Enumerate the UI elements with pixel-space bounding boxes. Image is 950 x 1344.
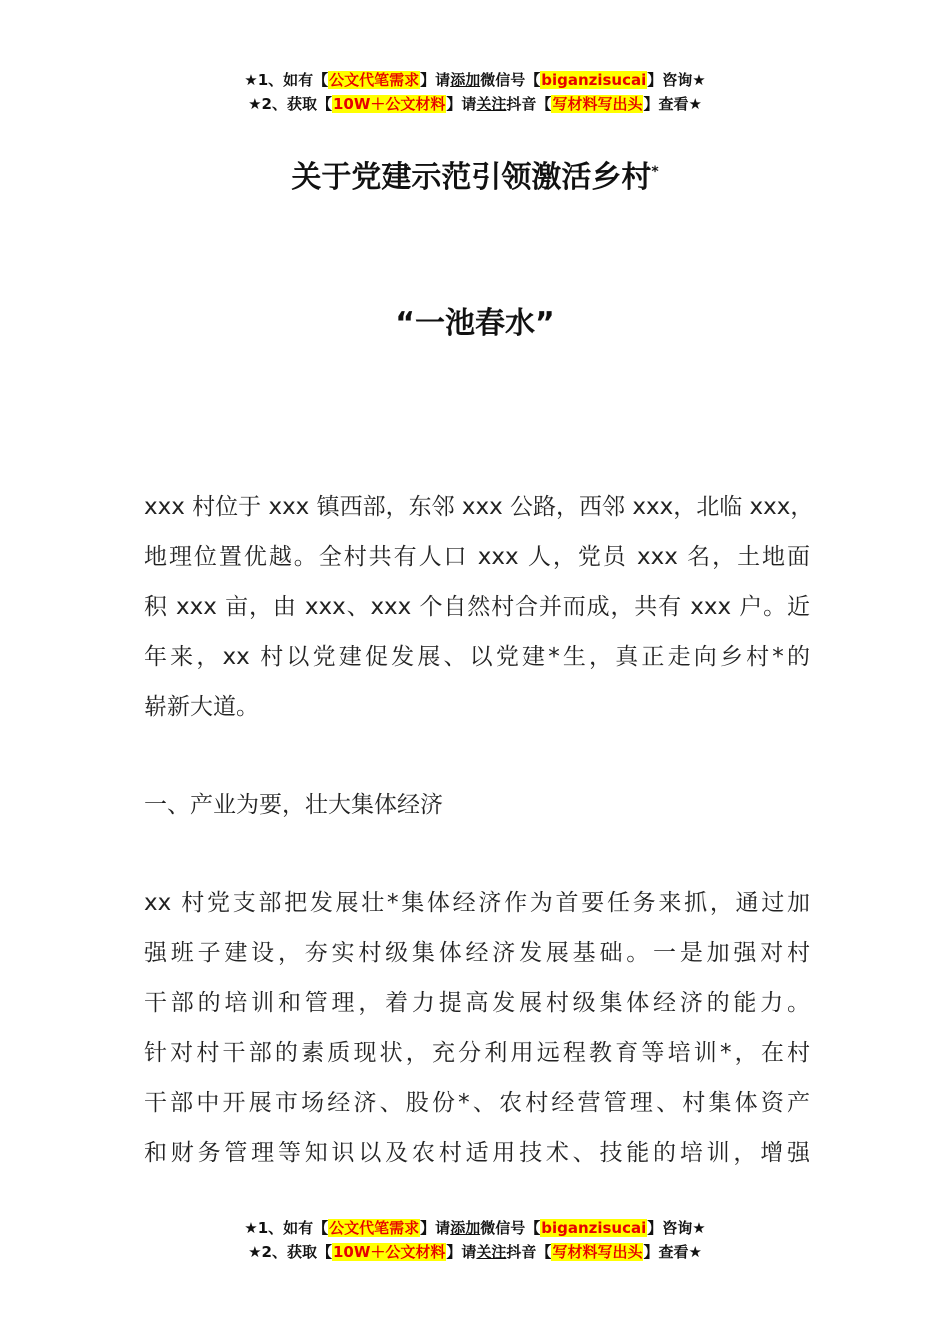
banner-line-1 <box>0 1216 950 1240</box>
document-title-line-1 <box>0 152 950 196</box>
banner-text: 】咨询★ <box>647 71 706 89</box>
section-heading-1: 一、产业为要，壮大集体经济 <box>144 792 443 818</box>
banner-underline: 添加 <box>450 1219 481 1237</box>
paragraph-intro <box>144 482 814 732</box>
banner-text: ★1、如有【 <box>244 71 329 89</box>
banner-highlight: 10W＋公文材料 <box>332 95 446 113</box>
paragraph-line: 积 xxx 亩，由 xxx、xxx 个自然村合并而成，共有 xxx 户。近 <box>144 594 810 620</box>
banner-underline: 关注 <box>476 95 507 113</box>
banner-highlight: 写材料写出头 <box>552 95 643 113</box>
banner-text: 】请 <box>446 95 477 113</box>
paragraph-line: xx 村党支部把发展壮*集体经济作为首要任务来抓，通过加 <box>144 890 810 916</box>
banner-text: 】查看★ <box>643 95 702 113</box>
banner-text: 】查看★ <box>643 1243 702 1261</box>
banner-text: 】咨询★ <box>647 1219 706 1237</box>
paragraph-line: 强班子建设，夯实村级集体经济发展基础。一是加强对村 <box>144 940 810 966</box>
paragraph-section-1 <box>144 878 810 1178</box>
banner-text: ★2、获取【 <box>248 95 332 113</box>
paragraph-line: 和财务管理等知识以及农村适用技术、技能的培训，增强 <box>144 1140 810 1166</box>
banner-underline: 关注 <box>476 1243 507 1261</box>
banner-text: 】请 <box>420 1219 451 1237</box>
title-text: 关于党建示范引领激活乡村 <box>291 160 652 195</box>
banner-text: ★1、如有【 <box>244 1219 329 1237</box>
paragraph-line: 崭新大道。 <box>144 694 259 720</box>
banner-line-2 <box>0 1240 950 1264</box>
banner-highlight: 公文代笔需求 <box>329 1219 420 1237</box>
paragraph-line: 干部中开展市场经济、股份*、农村经营管理、村集体资产 <box>144 1090 810 1116</box>
banner-highlight: 公文代笔需求 <box>329 71 420 89</box>
paragraph-line: 地理位置优越。全村共有人口 xxx 人，党员 xxx 名，土地面 <box>144 544 810 570</box>
banner-text: ★2、获取【 <box>248 1243 332 1261</box>
banner-line-2 <box>0 92 950 116</box>
banner-highlight: biganzisucai <box>541 71 647 89</box>
banner-underline: 添加 <box>450 71 481 89</box>
footer-banner <box>0 1216 950 1264</box>
banner-highlight: 写材料写出头 <box>552 1243 643 1261</box>
banner-line-1 <box>0 68 950 92</box>
banner-highlight: biganzisucai <box>541 1219 647 1237</box>
paragraph-line: xxx 村位于 xxx 镇西部，东邻 xxx 公路，西邻 xxx，北临 xxx， <box>144 494 814 520</box>
document-title-line-2: “一池春水” <box>395 306 555 341</box>
banner-text: 微信号【 <box>480 1219 541 1237</box>
banner-text: 】请 <box>446 1243 477 1261</box>
banner-text: 抖音【 <box>506 95 552 113</box>
header-banner <box>0 68 950 116</box>
paragraph-line: 年来，xx 村以党建促发展、以党建*生，真正走向乡村*的 <box>144 644 810 670</box>
title-mark: * <box>651 164 659 180</box>
banner-text: 抖音【 <box>506 1243 552 1261</box>
paragraph-line: 针对村干部的素质现状，充分利用远程教育等培训*，在村 <box>144 1040 810 1066</box>
paragraph-line: 干部的培训和管理，着力提高发展村级集体经济的能力。 <box>144 990 810 1016</box>
banner-highlight: 10W＋公文材料 <box>332 1243 446 1261</box>
banner-text: 微信号【 <box>480 71 541 89</box>
banner-text: 】请 <box>420 71 451 89</box>
